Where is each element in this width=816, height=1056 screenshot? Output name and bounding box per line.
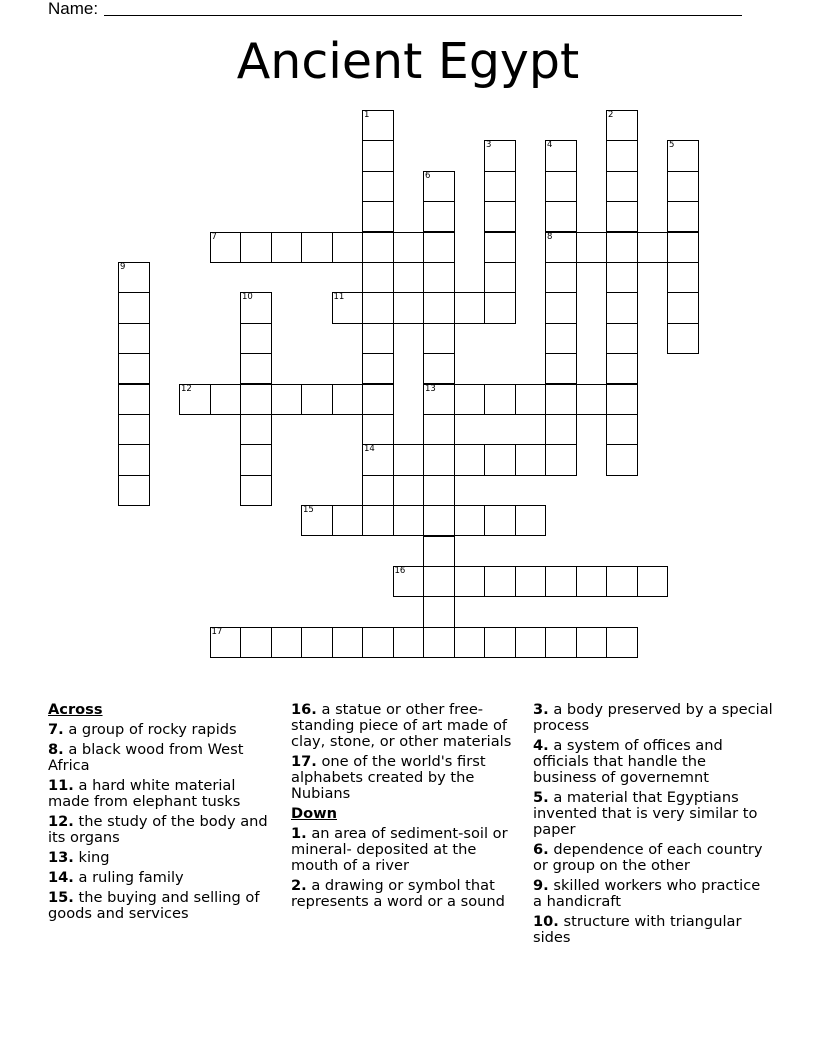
grid-cell[interactable] [545, 140, 577, 171]
grid-cell[interactable] [393, 292, 425, 323]
clue-down-1 [291, 826, 521, 874]
grid-cell[interactable] [545, 201, 577, 232]
grid-cell[interactable] [362, 140, 394, 171]
grid-cell[interactable] [423, 323, 455, 354]
grid-cell[interactable] [332, 505, 364, 536]
grid-cell[interactable] [454, 505, 486, 536]
grid-cell[interactable] [423, 566, 455, 597]
grid-cell[interactable] [606, 627, 638, 658]
cell-number: 9 [120, 262, 126, 272]
grid-cell[interactable] [423, 262, 455, 293]
clue-number: 10. [533, 913, 559, 930]
clue-text: a black wood from West Africa [48, 741, 244, 774]
grid-cell[interactable] [240, 353, 272, 384]
grid-cell[interactable] [362, 292, 394, 323]
grid-cell[interactable] [667, 262, 699, 293]
grid-cell[interactable] [118, 444, 150, 475]
clue-text: a drawing or symbol that represents a word or a sound [291, 877, 505, 910]
cell-number: 13 [425, 383, 436, 394]
clue-text: a group of rocky rapids [68, 721, 237, 738]
cell-number: 1 [364, 110, 370, 120]
grid-cell[interactable] [545, 444, 577, 475]
clue-number: 11. [48, 777, 74, 794]
grid-cell[interactable] [484, 566, 516, 597]
grid-cell[interactable] [240, 292, 272, 323]
grid-cell[interactable] [118, 414, 150, 445]
grid-cell[interactable] [240, 627, 272, 658]
grid-cell[interactable] [454, 444, 486, 475]
grid-cell[interactable] [423, 171, 455, 202]
grid-cell[interactable] [484, 201, 516, 232]
grid-cell[interactable] [423, 201, 455, 232]
grid-cell[interactable] [576, 627, 608, 658]
grid-cell[interactable] [362, 414, 394, 445]
grid-cell[interactable] [210, 627, 242, 658]
clue-number: 17. [291, 753, 317, 770]
grid-cell[interactable] [301, 505, 333, 536]
grid-cell[interactable] [576, 566, 608, 597]
grid-cell[interactable] [545, 292, 577, 323]
grid-cell[interactable] [240, 475, 272, 506]
cell-number: 10 [242, 292, 253, 303]
grid-cell[interactable] [667, 232, 699, 263]
grid-cell[interactable] [301, 627, 333, 658]
clue-text: a statue or other free-standing piece of art made of clay, stone, or other materials [291, 701, 512, 750]
clue-text: a system of offices and officials that handle the business of governemnt [533, 737, 723, 786]
grid-cell[interactable] [545, 232, 577, 263]
grid-cell[interactable] [393, 566, 425, 597]
grid-cell[interactable] [118, 384, 150, 415]
cell-number: 8 [547, 231, 553, 242]
grid-cell[interactable] [515, 384, 547, 415]
grid-cell[interactable] [484, 505, 516, 536]
grid-cell[interactable] [545, 262, 577, 293]
clue-text: king [78, 849, 110, 866]
grid-cell[interactable] [545, 353, 577, 384]
clue-text: an area of sediment-soil or mineral- deposited at the mouth of a river [291, 825, 508, 874]
clue-number: 1. [291, 825, 307, 842]
grid-cell[interactable] [545, 384, 577, 415]
grid-cell[interactable] [484, 232, 516, 263]
grid-cell[interactable] [393, 232, 425, 263]
clue-number: 13. [48, 849, 74, 866]
cell-number: 3 [486, 140, 492, 151]
grid-cell[interactable] [393, 505, 425, 536]
clue-down-2 [291, 878, 521, 910]
clue-down-10 [533, 914, 773, 946]
grid-cell[interactable] [606, 110, 638, 141]
cell-number: 4 [547, 140, 553, 151]
clue-number: 16. [291, 701, 317, 718]
grid-cell[interactable] [484, 627, 516, 658]
grid-cell[interactable] [484, 384, 516, 415]
grid-cell[interactable] [454, 566, 486, 597]
grid-cell[interactable] [240, 414, 272, 445]
clue-text: the buying and selling of goods and services [48, 889, 260, 922]
name-line[interactable] [104, 15, 742, 16]
clue-number: 2. [291, 877, 307, 894]
grid-cell[interactable] [423, 627, 455, 658]
grid-cell[interactable] [332, 627, 364, 658]
grid-cell[interactable] [362, 171, 394, 202]
clue-text: a ruling family [78, 869, 184, 886]
grid-cell[interactable] [423, 444, 455, 475]
clues-column-3 [533, 702, 773, 950]
puzzle-title: Ancient Egypt [236, 33, 580, 90]
grid-cell[interactable] [240, 444, 272, 475]
grid-cell[interactable] [667, 292, 699, 323]
clue-across-7 [48, 722, 278, 738]
grid-cell[interactable] [484, 171, 516, 202]
clue-text: skilled workers who practice a handicraft [533, 877, 761, 910]
grid-cell[interactable] [484, 292, 516, 323]
cell-number: 16 [394, 566, 406, 576]
down-heading: Down [291, 805, 338, 822]
across-heading: Across [48, 701, 103, 718]
grid-cell[interactable] [606, 323, 638, 354]
grid-cell[interactable] [118, 323, 150, 354]
grid-cell[interactable] [606, 201, 638, 232]
grid-cell[interactable] [484, 140, 516, 171]
grid-cell[interactable] [484, 444, 516, 475]
grid-cell[interactable] [667, 140, 699, 171]
clue-down-3 [533, 702, 773, 734]
clue-across-14 [48, 870, 278, 886]
clue-text: one of the world's first alphabets created by the Nubians [291, 753, 486, 802]
clue-down-5 [533, 790, 773, 838]
cell-number: 7 [211, 231, 217, 242]
grid-cell[interactable] [667, 171, 699, 202]
clue-down-9 [533, 878, 773, 910]
clue-across-15 [48, 890, 278, 922]
grid-cell[interactable] [362, 627, 394, 658]
grid-cell[interactable] [423, 475, 455, 506]
grid-cell[interactable] [423, 292, 455, 323]
grid-cell[interactable] [606, 140, 638, 171]
grid-cell[interactable] [515, 566, 547, 597]
grid-cell[interactable] [667, 201, 699, 232]
grid-cell[interactable] [423, 505, 455, 536]
cell-number: 14 [364, 444, 375, 455]
clue-text: structure with triangular sides [533, 913, 742, 946]
grid-cell[interactable] [606, 384, 638, 415]
grid-cell[interactable] [240, 323, 272, 354]
grid-cell[interactable] [545, 414, 577, 445]
grid-cell[interactable] [271, 232, 303, 263]
clue-across-17 [291, 754, 521, 802]
grid-cell[interactable] [179, 384, 211, 415]
grid-cell[interactable] [362, 444, 394, 475]
grid-cell[interactable] [606, 232, 638, 263]
grid-cell[interactable] [362, 110, 394, 141]
grid-cell[interactable] [606, 566, 638, 597]
clue-number: 9. [533, 877, 549, 894]
grid-cell[interactable] [667, 323, 699, 354]
grid-cell[interactable] [240, 384, 272, 415]
grid-cell[interactable] [606, 353, 638, 384]
grid-cell[interactable] [393, 627, 425, 658]
clue-number: 6. [533, 841, 549, 858]
grid-cell[interactable] [240, 232, 272, 263]
grid-cell[interactable] [454, 384, 486, 415]
grid-cell[interactable] [271, 627, 303, 658]
grid-cell[interactable] [332, 232, 364, 263]
grid-cell[interactable] [362, 505, 394, 536]
grid-cell[interactable] [454, 292, 486, 323]
grid-cell[interactable] [515, 444, 547, 475]
grid-cell[interactable] [576, 232, 608, 263]
grid-cell[interactable] [301, 232, 333, 263]
grid-cell[interactable] [362, 384, 394, 415]
grid-cell[interactable] [118, 262, 150, 293]
grid-cell[interactable] [515, 505, 547, 536]
clue-number: 15. [48, 889, 74, 906]
clues-column-1 [48, 702, 278, 926]
grid-cell[interactable] [545, 627, 577, 658]
grid-cell[interactable] [545, 566, 577, 597]
grid-cell[interactable] [362, 262, 394, 293]
clue-across-11 [48, 778, 278, 810]
grid-cell[interactable] [423, 232, 455, 263]
grid-cell[interactable] [423, 536, 455, 567]
clue-number: 14. [48, 869, 74, 886]
grid-cell[interactable] [362, 323, 394, 354]
clue-text: a hard white material made from elephant tusks [48, 777, 241, 810]
grid-cell[interactable] [332, 384, 364, 415]
grid-cell[interactable] [393, 444, 425, 475]
clue-down-4 [533, 738, 773, 786]
clue-number: 12. [48, 813, 74, 830]
clue-text: dependence of each country or group on the other [533, 841, 763, 874]
clue-number: 3. [533, 701, 549, 718]
clue-text: a body preserved by a special process [533, 701, 773, 734]
cell-number: 6 [425, 170, 431, 181]
clue-across-13 [48, 850, 278, 866]
grid-cell[interactable] [545, 171, 577, 202]
grid-cell[interactable] [423, 384, 455, 415]
cell-number: 2 [608, 110, 614, 120]
grid-cell[interactable] [606, 171, 638, 202]
grid-cell[interactable] [576, 384, 608, 415]
grid-cell[interactable] [423, 353, 455, 384]
grid-cell[interactable] [271, 384, 303, 415]
cell-number: 15 [303, 505, 314, 516]
grid-cell[interactable] [484, 262, 516, 293]
grid-cell[interactable] [637, 566, 669, 597]
grid-cell[interactable] [454, 627, 486, 658]
grid-cell[interactable] [545, 323, 577, 354]
grid-cell[interactable] [118, 292, 150, 323]
clue-text: the study of the body and its organs [48, 813, 268, 846]
grid-cell[interactable] [606, 292, 638, 323]
clue-down-6 [533, 842, 773, 874]
grid-cell[interactable] [606, 444, 638, 475]
cell-number: 12 [181, 383, 192, 394]
grid-cell[interactable] [606, 262, 638, 293]
clues-column-2 [291, 702, 521, 914]
cell-number: 17 [211, 626, 223, 637]
grid-cell[interactable] [637, 232, 669, 263]
grid-cell[interactable] [515, 627, 547, 658]
cell-number: 11 [333, 292, 345, 303]
clue-number: 8. [48, 741, 64, 758]
grid-cell[interactable] [210, 384, 242, 415]
clue-text: a material that Egyptians invented that is very similar to paper [533, 789, 758, 838]
grid-cell[interactable] [606, 414, 638, 445]
grid-cell[interactable] [362, 475, 394, 506]
cell-number: 5 [669, 140, 675, 151]
clue-across-16 [291, 702, 521, 750]
grid-cell[interactable] [118, 353, 150, 384]
grid-cell[interactable] [362, 201, 394, 232]
grid-cell[interactable] [210, 232, 242, 263]
clue-number: 5. [533, 789, 549, 806]
grid-cell[interactable] [362, 232, 394, 263]
clue-number: 7. [48, 721, 64, 738]
grid-cell[interactable] [301, 384, 333, 415]
grid-cell[interactable] [423, 414, 455, 445]
clue-across-8 [48, 742, 278, 774]
name-label: Name: [48, 0, 99, 18]
grid-cell[interactable] [362, 353, 394, 384]
clue-across-12 [48, 814, 278, 846]
grid-cell[interactable] [423, 596, 455, 627]
grid-cell[interactable] [332, 292, 364, 323]
clue-number: 4. [533, 737, 549, 754]
grid-cell[interactable] [118, 475, 150, 506]
